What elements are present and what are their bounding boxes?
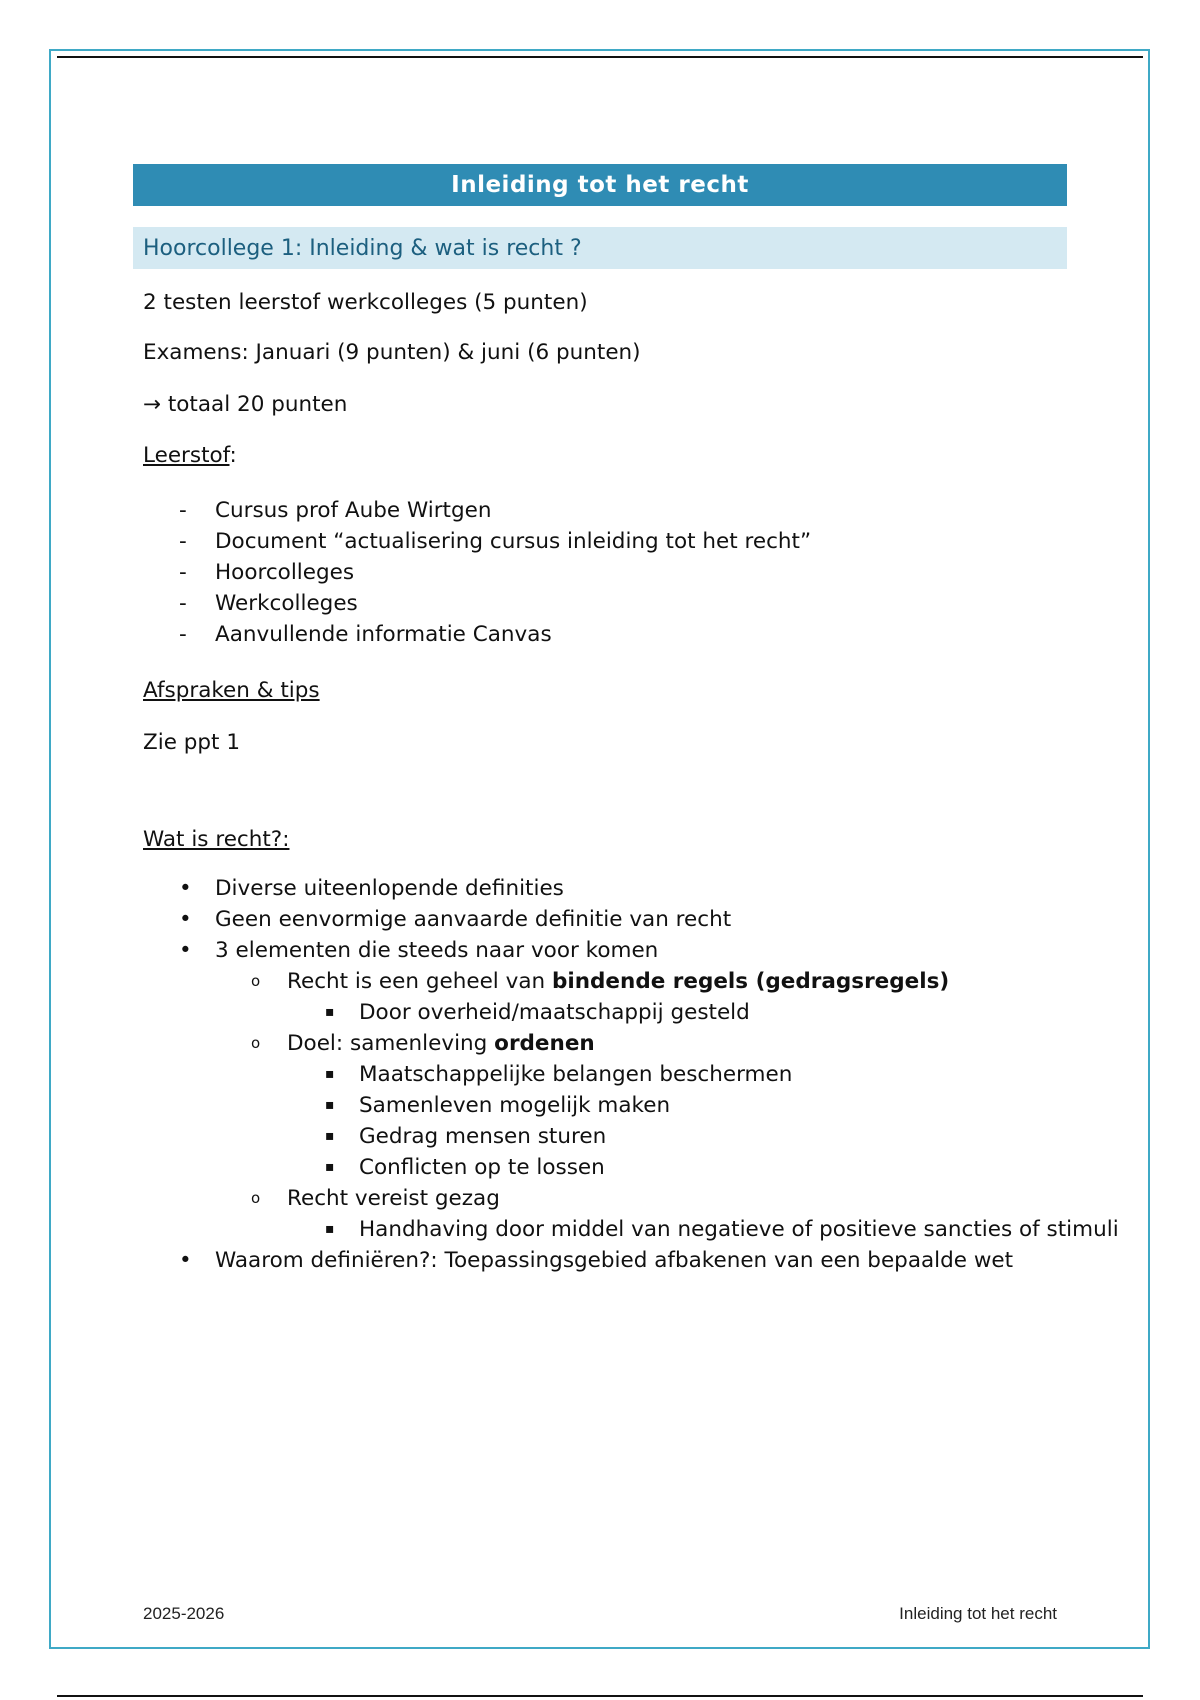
list-item xyxy=(143,1059,1063,1090)
document-title xyxy=(133,164,1067,206)
list-item-text: Samenleven mogelijk maken xyxy=(359,1093,671,1118)
square-marker: ▪ xyxy=(325,1004,335,1020)
lecture-heading xyxy=(133,227,1067,269)
dash-marker: - xyxy=(179,498,187,523)
list-item xyxy=(143,1214,1200,1245)
bullet-marker: • xyxy=(179,938,192,963)
bold-term: bindende regels (gedragsregels) xyxy=(551,969,950,994)
leerstof-list xyxy=(143,495,811,650)
list-item xyxy=(143,1183,1063,1214)
list-item-text: Doel: samenleving xyxy=(287,1031,495,1056)
list-item-text: Handhaving door middel van negatieve of positieve sancties of stimuli xyxy=(359,1217,1119,1242)
list-item-text: Werkcolleges xyxy=(215,591,358,616)
list-item-text: Diverse uiteenlopende definities xyxy=(215,876,564,901)
list-item xyxy=(143,1028,1063,1059)
list-item-text: Geen eenvormige aanvaarde definitie van recht xyxy=(215,907,732,932)
afspraken-text: Zie ppt 1 xyxy=(143,730,241,755)
leerstof-heading xyxy=(143,440,237,471)
list-item xyxy=(143,588,811,619)
list-item xyxy=(143,966,1063,997)
list-item-text: Hoorcolleges xyxy=(215,560,355,585)
list-item-text: Recht vereist gezag xyxy=(287,1186,500,1211)
square-marker: ▪ xyxy=(325,1221,335,1237)
footer-year: 2025-2026 xyxy=(143,1604,225,1623)
document-title-text: Inleiding tot het recht xyxy=(451,172,749,198)
list-item xyxy=(143,526,811,557)
bullet-marker: • xyxy=(179,907,192,932)
list-item-text: Document “actualisering cursus inleiding tot het recht” xyxy=(215,529,812,554)
bold-term: ordenen xyxy=(494,1031,595,1056)
list-item-text: Maatschappelijke belangen beschermen xyxy=(359,1062,793,1087)
list-item xyxy=(143,619,811,650)
bullet-marker: • xyxy=(179,1248,192,1273)
header-rule xyxy=(57,56,1143,58)
square-marker: ▪ xyxy=(325,1066,335,1082)
circle-marker: o xyxy=(251,1189,261,1207)
list-item-text: Conflicten op te lossen xyxy=(359,1155,605,1180)
dash-marker: - xyxy=(179,591,187,616)
square-marker: ▪ xyxy=(325,1159,335,1175)
footer-title: Inleiding tot het recht xyxy=(899,1604,1057,1623)
dash-marker: - xyxy=(179,560,187,585)
next-page-rule xyxy=(57,1695,1143,1697)
list-item xyxy=(143,935,1063,966)
lecture-heading-text: Hoorcollege 1: Inleiding & wat is recht ? xyxy=(143,235,582,261)
list-item-text: Gedrag mensen sturen xyxy=(359,1124,607,1149)
exams-line: Examens: Januari (9 punten) & juni (6 punten) xyxy=(143,340,641,365)
dash-marker: - xyxy=(179,622,187,647)
list-item-text: Aanvullende informatie Canvas xyxy=(215,622,552,647)
list-item xyxy=(143,495,811,526)
recht-list xyxy=(143,873,1119,1276)
list-item-text: 3 elementen die steeds naar voor komen xyxy=(215,938,659,963)
list-item xyxy=(143,997,1063,1028)
dash-marker: - xyxy=(179,529,187,554)
circle-marker: o xyxy=(251,1034,261,1052)
leerstof-heading-colon: : xyxy=(229,443,237,468)
leerstof-heading-text: Leerstof xyxy=(143,443,230,468)
list-item xyxy=(143,904,1063,935)
list-item xyxy=(143,1121,1063,1152)
list-item xyxy=(143,1090,1063,1121)
square-marker: ▪ xyxy=(325,1128,335,1144)
afspraken-heading: Afspraken & tips xyxy=(143,678,320,703)
list-item-text: Door overheid/maatschappij gesteld xyxy=(359,1000,750,1025)
list-item-text: Cursus prof Aube Wirtgen xyxy=(215,498,492,523)
circle-marker: o xyxy=(251,972,261,990)
list-item-text: Recht is een geheel van xyxy=(287,969,552,994)
list-item xyxy=(143,873,1063,904)
square-marker: ▪ xyxy=(325,1097,335,1113)
tests-line: 2 testen leerstof werkcolleges (5 punten) xyxy=(143,290,588,315)
recht-heading: Wat is recht?: xyxy=(143,827,290,852)
list-item xyxy=(143,1245,1063,1276)
bullet-marker: • xyxy=(179,876,192,901)
total-line: → totaal 20 punten xyxy=(143,392,348,417)
list-item-text: Waarom definiëren?: Toepassingsgebied afbakenen van een bepaalde wet xyxy=(215,1248,1014,1273)
list-item xyxy=(143,557,811,588)
list-item xyxy=(143,1152,1063,1183)
